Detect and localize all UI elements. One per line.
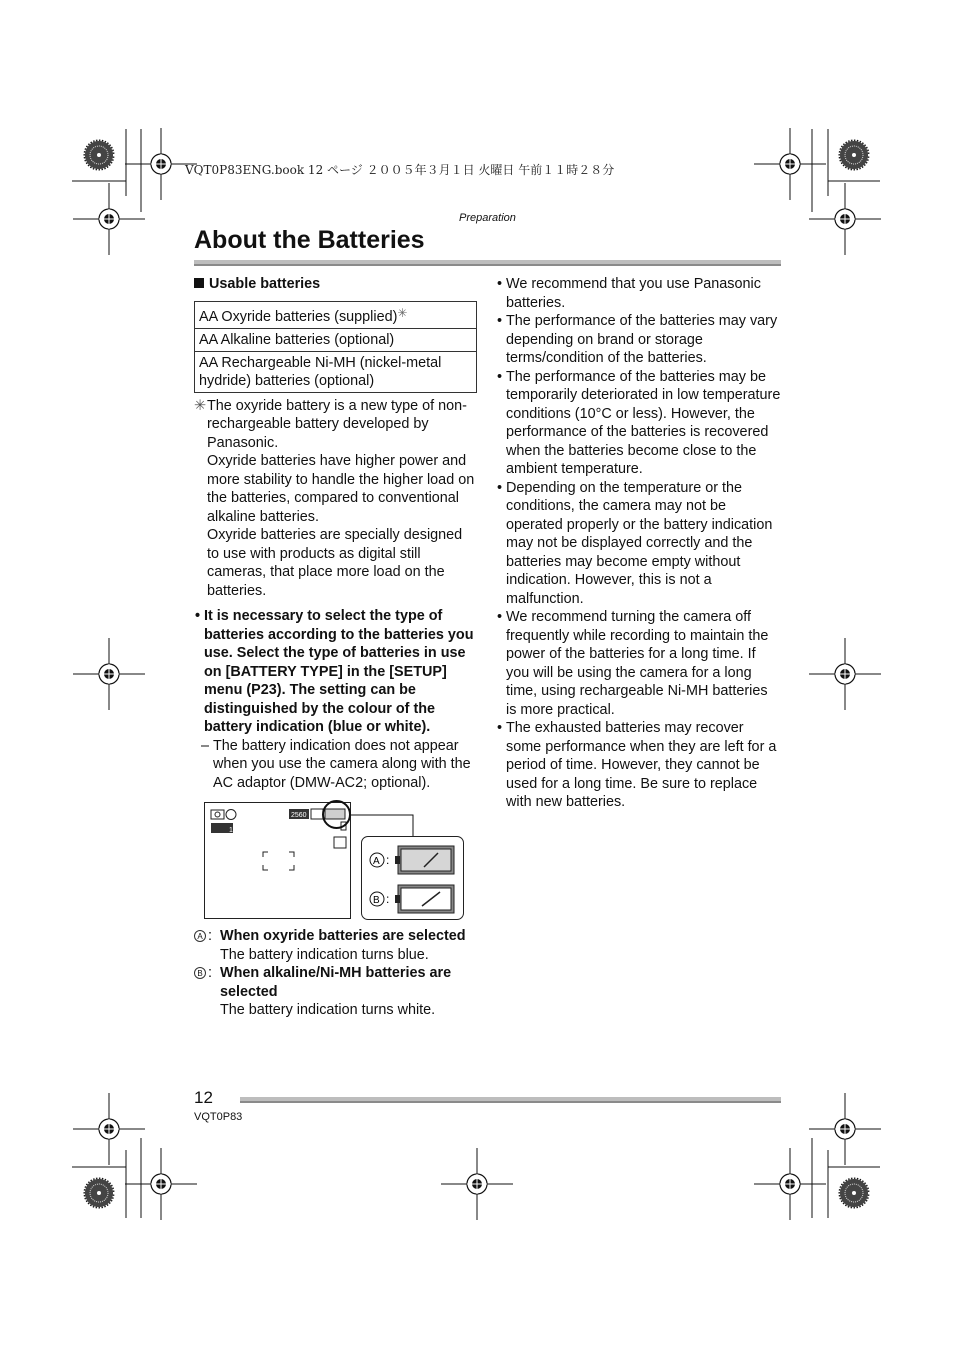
- list-item: • We recommend turning the camera off frequently while recording to maintain the power of the batteries for a long time. If you will be using the camera for a long time, using rechargeable Ni-MH batteries is more practical.: [497, 609, 769, 718]
- svg-text:2560: 2560: [291, 812, 307, 819]
- svg-text:B: B: [373, 895, 380, 906]
- asterisk-icon: ✳: [194, 397, 207, 414]
- table-row: [195, 351, 477, 392]
- page-title: About the Batteries: [194, 226, 425, 254]
- bullet-icon: •: [497, 276, 503, 292]
- svg-text::: :: [386, 853, 390, 867]
- dash-note: – The battery indication does not appear when you use the camera along with the AC adaptor (DMW-AC2; optional).: [201, 737, 471, 791]
- circled-letter-a-icon: A: [194, 930, 206, 942]
- svg-text::: :: [386, 892, 390, 906]
- svg-text:A: A: [373, 856, 380, 867]
- footnote-paragraph: Oxyride batteries are specially designed to use with products as digital still cameras, that place more load on the batteries.: [207, 527, 463, 599]
- footnote: [194, 397, 478, 601]
- list-item: • The performance of the batteries may vary depending on brand or storage terms/condition of the batteries.: [497, 313, 778, 366]
- footnote-paragraph: Oxyride batteries have higher power and more stability to handle the higher load on the batteries, compared to conventional alkaline batteries.: [207, 453, 475, 525]
- list-item: • Depending on the temperature or the conditions, the camera may not be operated properly or the battery indication may not be displayed correctly and the batteries may become empty without indication. However, this is not a malfunction.: [497, 479, 773, 607]
- svg-text:1: 1: [229, 827, 233, 834]
- bullet-icon: •: [497, 313, 503, 329]
- footnote-paragraph: The oxyride battery is a new type of non-rechargeable battery developed by Panasonic.: [207, 397, 467, 451]
- focus-frame: [263, 852, 294, 870]
- square-bullet-icon: [194, 278, 204, 288]
- battery-variants: [362, 837, 463, 919]
- battery-highlight-circle: [322, 800, 351, 829]
- dash-icon: –: [201, 737, 210, 754]
- list-item: • The exhausted batteries may recover some performance when they are left for a period of time. However, they cannot be used for a long time. Be sure to replace with new batteries.: [497, 720, 777, 810]
- table-cell: AA Rechargeable Ni-MH (nickel-metal hydride) batteries (optional): [195, 351, 477, 392]
- left-column: [194, 275, 478, 792]
- asterisk-icon: ✳: [397, 305, 408, 320]
- callout-a-legend: A : When oxyride batteries are selected The battery indication turns blue.: [194, 927, 484, 964]
- callout-b-legend: B : When alkaline/Ni-MH batteries are selected The battery indication turns white.: [194, 964, 484, 1020]
- section-label: Preparation: [459, 212, 516, 224]
- circled-letter-b-icon: B: [194, 967, 206, 979]
- flash-mode-icon: [226, 810, 236, 820]
- bullet-icon: •: [497, 720, 503, 736]
- right-column: [496, 275, 781, 812]
- bullet-icon: •: [497, 609, 503, 625]
- battery-indicator-zoom: [361, 836, 464, 920]
- print-header: VQT0P83ENG.book 12 ページ ２００５年３月１日 火曜日 午前１１時２８分: [185, 163, 615, 177]
- table-row: [195, 328, 477, 351]
- table-cell: AA Alkaline batteries (optional): [195, 328, 477, 351]
- page-number: 12: [194, 1088, 213, 1107]
- list-item: • We recommend that you use Panasonic batteries.: [497, 276, 761, 311]
- document-code: VQT0P83: [194, 1111, 243, 1123]
- battery-table: [194, 301, 477, 393]
- memory-icon: [334, 837, 346, 848]
- table-row: [195, 301, 477, 328]
- usable-batteries-heading: Usable batteries: [194, 275, 478, 294]
- important-note: • It is necessary to select the type of batteries according to the batteries you use. Select the type of batteries in use on [BATTERY TYPE] in the [SETUP] menu (P23). The setting can be distinguished by the colour of the battery indication (blue or white).: [195, 608, 474, 735]
- list-item: • The performance of the batteries may be temporarily deteriorated in low temperature conditions (10°C or less). However, the performance of the batteries is recovered when the batteries become close to the ambient temperature.: [497, 368, 781, 477]
- bullet-icon: •: [497, 479, 503, 496]
- callout-lines: [346, 800, 416, 840]
- title-rule: [194, 260, 781, 266]
- table-cell: AA Oxyride batteries (supplied)✳: [195, 301, 477, 328]
- footer-rule: [240, 1097, 781, 1103]
- bullet-icon: •: [497, 368, 503, 385]
- bullet-icon: •: [195, 608, 201, 624]
- camera-mode-icon: [211, 810, 224, 819]
